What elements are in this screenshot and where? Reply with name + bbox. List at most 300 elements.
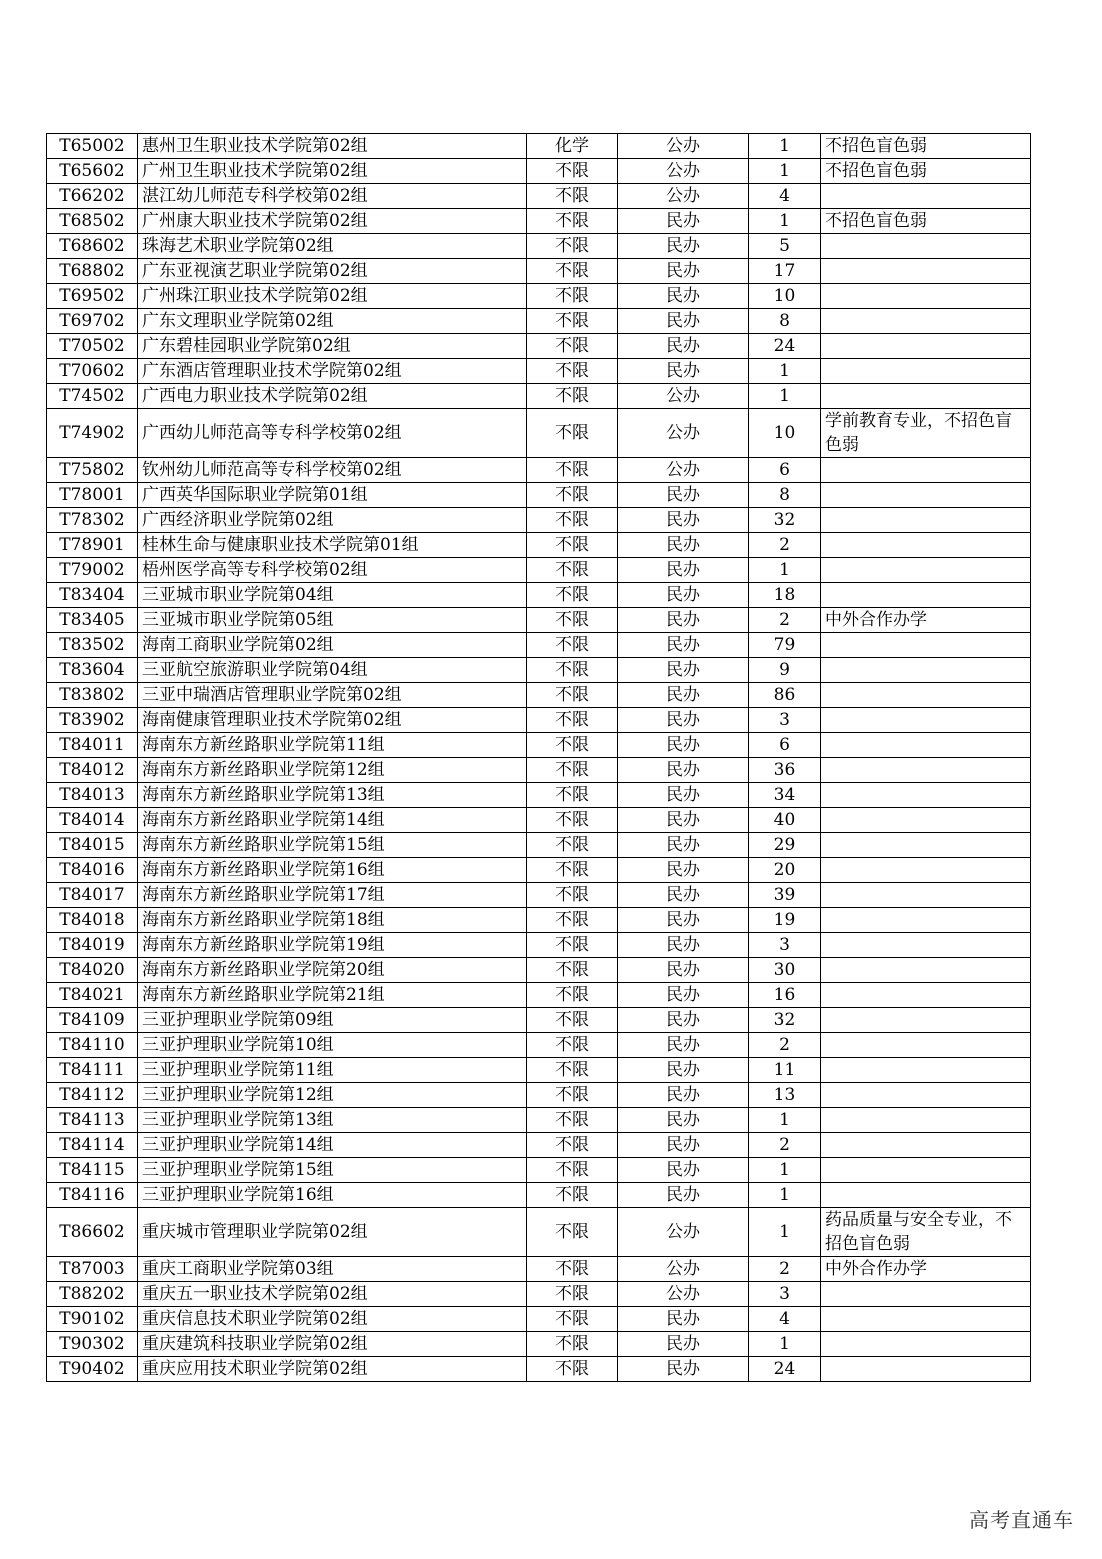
table-cell-type: 民办 — [618, 708, 749, 733]
table-cell-subject: 不限 — [527, 309, 618, 334]
table-cell-subject: 不限 — [527, 359, 618, 384]
table-cell-type: 民办 — [618, 1008, 749, 1033]
table-cell-count: 1 — [749, 1332, 821, 1357]
table-row — [47, 1083, 1031, 1108]
table-cell-count: 34 — [749, 783, 821, 808]
table-cell-code: T83405 — [47, 608, 138, 633]
table-cell-name: 广州珠江职业技术学院第02组 — [138, 284, 527, 309]
table-cell-subject: 不限 — [527, 1183, 618, 1208]
table-cell-type: 民办 — [618, 933, 749, 958]
table-cell-name: 三亚中瑞酒店管理职业学院第02组 — [138, 683, 527, 708]
table-cell-type: 民办 — [618, 983, 749, 1008]
table-row — [47, 159, 1031, 184]
table-cell-code: T69502 — [47, 284, 138, 309]
table-cell-code: T65002 — [47, 134, 138, 159]
table-cell-remark — [821, 983, 1031, 1008]
table-row — [47, 808, 1031, 833]
table-cell-subject: 不限 — [527, 883, 618, 908]
table-cell-code: T90402 — [47, 1357, 138, 1382]
table-cell-count: 9 — [749, 658, 821, 683]
table-cell-name: 海南东方新丝路职业学院第16组 — [138, 858, 527, 883]
table-body — [47, 134, 1031, 1382]
table-cell-count: 1 — [749, 1108, 821, 1133]
table-cell-type: 民办 — [618, 733, 749, 758]
table-cell-subject: 不限 — [527, 958, 618, 983]
table-cell-subject: 不限 — [527, 1033, 618, 1058]
table-cell-remark — [821, 1357, 1031, 1382]
table-row — [47, 483, 1031, 508]
table-cell-count: 10 — [749, 284, 821, 309]
table-cell-count: 40 — [749, 808, 821, 833]
table-cell-remark — [821, 508, 1031, 533]
table-cell-remark — [821, 858, 1031, 883]
table-cell-count: 79 — [749, 633, 821, 658]
table-cell-code: T84110 — [47, 1033, 138, 1058]
table-cell-remark: 不招色盲色弱 — [821, 159, 1031, 184]
table-row — [47, 983, 1031, 1008]
table-cell-type: 民办 — [618, 1058, 749, 1083]
table-row — [47, 858, 1031, 883]
table-cell-type: 民办 — [618, 783, 749, 808]
table-cell-count: 18 — [749, 583, 821, 608]
table-cell-remark — [821, 1183, 1031, 1208]
table-cell-count: 8 — [749, 483, 821, 508]
table-cell-code: T74502 — [47, 384, 138, 409]
table-cell-type: 民办 — [618, 908, 749, 933]
table-cell-code: T84014 — [47, 808, 138, 833]
table-cell-subject: 不限 — [527, 284, 618, 309]
table-cell-code: T83404 — [47, 583, 138, 608]
table-cell-name: 广州卫生职业技术学院第02组 — [138, 159, 527, 184]
table-cell-name: 海南健康管理职业技术学院第02组 — [138, 708, 527, 733]
table-cell-remark — [821, 583, 1031, 608]
table-cell-code: T87003 — [47, 1257, 138, 1282]
table-cell-remark: 药品质量与安全专业，不招色盲色弱 — [821, 1208, 1031, 1257]
table-cell-subject: 不限 — [527, 1307, 618, 1332]
table-cell-code: T78302 — [47, 508, 138, 533]
table-cell-subject: 不限 — [527, 658, 618, 683]
table-cell-count: 16 — [749, 983, 821, 1008]
table-cell-code: T84109 — [47, 1008, 138, 1033]
table-cell-code: T84020 — [47, 958, 138, 983]
table-cell-subject: 不限 — [527, 933, 618, 958]
table-cell-subject: 不限 — [527, 858, 618, 883]
table-cell-name: 三亚航空旅游职业学院第04组 — [138, 658, 527, 683]
table-cell-name: 三亚城市职业学院第04组 — [138, 583, 527, 608]
table-cell-count: 3 — [749, 1282, 821, 1307]
table-cell-count: 10 — [749, 409, 821, 458]
table-cell-type: 民办 — [618, 483, 749, 508]
table-cell-remark — [821, 658, 1031, 683]
table-cell-name: 海南工商职业学院第02组 — [138, 633, 527, 658]
table-cell-remark — [821, 733, 1031, 758]
table-cell-count: 1 — [749, 1208, 821, 1257]
table-cell-name: 桂林生命与健康职业技术学院第01组 — [138, 533, 527, 558]
table-cell-subject: 不限 — [527, 234, 618, 259]
table-cell-code: T79002 — [47, 558, 138, 583]
table-cell-name: 广东亚视演艺职业学院第02组 — [138, 259, 527, 284]
table-cell-code: T84017 — [47, 883, 138, 908]
table-cell-code: T84114 — [47, 1133, 138, 1158]
table-cell-code: T83902 — [47, 708, 138, 733]
table-cell-name: 广西英华国际职业学院第01组 — [138, 483, 527, 508]
table-row — [47, 933, 1031, 958]
table-row — [47, 633, 1031, 658]
table-cell-remark — [821, 833, 1031, 858]
table-cell-code: T86602 — [47, 1208, 138, 1257]
table-cell-subject: 不限 — [527, 209, 618, 234]
table-cell-name: 海南东方新丝路职业学院第21组 — [138, 983, 527, 1008]
table-row — [47, 284, 1031, 309]
table-cell-type: 公办 — [618, 384, 749, 409]
table-cell-remark — [821, 708, 1031, 733]
table-cell-remark — [821, 359, 1031, 384]
table-cell-type: 民办 — [618, 334, 749, 359]
table-row — [47, 134, 1031, 159]
table-cell-subject: 不限 — [527, 1083, 618, 1108]
table-cell-subject: 化学 — [527, 134, 618, 159]
table-cell-remark — [821, 783, 1031, 808]
table-row — [47, 334, 1031, 359]
table-cell-type: 民办 — [618, 558, 749, 583]
table-cell-name: 广州康大职业技术学院第02组 — [138, 209, 527, 234]
table-cell-count: 1 — [749, 159, 821, 184]
table-cell-type: 民办 — [618, 508, 749, 533]
table-cell-count: 1 — [749, 558, 821, 583]
table-cell-type: 公办 — [618, 1257, 749, 1282]
table-cell-subject: 不限 — [527, 983, 618, 1008]
table-row — [47, 1332, 1031, 1357]
table-cell-name: 海南东方新丝路职业学院第11组 — [138, 733, 527, 758]
table-cell-count: 24 — [749, 334, 821, 359]
table-cell-count: 2 — [749, 608, 821, 633]
table-cell-type: 公办 — [618, 159, 749, 184]
table-cell-remark — [821, 908, 1031, 933]
table-cell-remark — [821, 458, 1031, 483]
table-cell-name: 三亚护理职业学院第14组 — [138, 1133, 527, 1158]
table-cell-code: T84018 — [47, 908, 138, 933]
table-cell-name: 三亚护理职业学院第13组 — [138, 1108, 527, 1133]
table-cell-remark — [821, 384, 1031, 409]
table-cell-type: 民办 — [618, 533, 749, 558]
table-cell-type: 民办 — [618, 1108, 749, 1133]
table-cell-remark — [821, 958, 1031, 983]
table-cell-count: 29 — [749, 833, 821, 858]
table-cell-count: 1 — [749, 384, 821, 409]
table-row — [47, 558, 1031, 583]
table-cell-remark — [821, 758, 1031, 783]
table-cell-count: 6 — [749, 458, 821, 483]
table-cell-code: T88202 — [47, 1282, 138, 1307]
table-row — [47, 384, 1031, 409]
table-cell-type: 民办 — [618, 1033, 749, 1058]
table-cell-code: T90102 — [47, 1307, 138, 1332]
table-cell-type: 民办 — [618, 1357, 749, 1382]
table-cell-count: 20 — [749, 858, 821, 883]
table-cell-code: T68802 — [47, 259, 138, 284]
table-cell-name: 惠州卫生职业技术学院第02组 — [138, 134, 527, 159]
table-cell-remark — [821, 1033, 1031, 1058]
table-cell-type: 民办 — [618, 259, 749, 284]
table-cell-subject: 不限 — [527, 683, 618, 708]
table-cell-subject: 不限 — [527, 458, 618, 483]
table-row — [47, 758, 1031, 783]
table-cell-name: 海南东方新丝路职业学院第20组 — [138, 958, 527, 983]
table-cell-remark — [821, 234, 1031, 259]
table-cell-count: 1 — [749, 1183, 821, 1208]
table-cell-count: 2 — [749, 533, 821, 558]
table-cell-code: T83604 — [47, 658, 138, 683]
table-cell-name: 重庆工商职业学院第03组 — [138, 1257, 527, 1282]
table-cell-type: 民办 — [618, 883, 749, 908]
table-cell-subject: 不限 — [527, 558, 618, 583]
table-cell-type: 民办 — [618, 808, 749, 833]
table-cell-subject: 不限 — [527, 833, 618, 858]
table-cell-code: T84019 — [47, 933, 138, 958]
table-row — [47, 508, 1031, 533]
table-cell-type: 公办 — [618, 134, 749, 159]
table-row — [47, 1208, 1031, 1257]
table-cell-name: 重庆应用技术职业学院第02组 — [138, 1357, 527, 1382]
table-cell-code: T68602 — [47, 234, 138, 259]
table-cell-subject: 不限 — [527, 583, 618, 608]
table-row — [47, 1108, 1031, 1133]
table-cell-code: T84013 — [47, 783, 138, 808]
table-cell-remark — [821, 284, 1031, 309]
table-cell-code: T84015 — [47, 833, 138, 858]
table-cell-code: T84012 — [47, 758, 138, 783]
table-cell-type: 公办 — [618, 1282, 749, 1307]
table-cell-code: T74902 — [47, 409, 138, 458]
table-row — [47, 733, 1031, 758]
table-cell-remark — [821, 184, 1031, 209]
table-cell-subject: 不限 — [527, 1133, 618, 1158]
table-cell-name: 海南东方新丝路职业学院第12组 — [138, 758, 527, 783]
table-cell-remark: 不招色盲色弱 — [821, 134, 1031, 159]
table-cell-subject: 不限 — [527, 808, 618, 833]
table-cell-remark — [821, 533, 1031, 558]
table-cell-code: T84112 — [47, 1083, 138, 1108]
table-row — [47, 1307, 1031, 1332]
table-cell-name: 广西幼儿师范高等专科学校第02组 — [138, 409, 527, 458]
table-cell-type: 民办 — [618, 633, 749, 658]
table-cell-count: 2 — [749, 1133, 821, 1158]
table-cell-subject: 不限 — [527, 633, 618, 658]
table-cell-subject: 不限 — [527, 1008, 618, 1033]
table-cell-subject: 不限 — [527, 384, 618, 409]
table-cell-remark — [821, 1307, 1031, 1332]
table-row — [47, 359, 1031, 384]
table-row — [47, 1357, 1031, 1382]
table-row — [47, 458, 1031, 483]
table-cell-count: 32 — [749, 508, 821, 533]
table-cell-code: T75802 — [47, 458, 138, 483]
table-cell-count: 1 — [749, 209, 821, 234]
table-cell-code: T83802 — [47, 683, 138, 708]
table-cell-type: 民办 — [618, 608, 749, 633]
table-cell-subject: 不限 — [527, 1332, 618, 1357]
table-cell-subject: 不限 — [527, 1208, 618, 1257]
table-row — [47, 309, 1031, 334]
table-cell-name: 广东酒店管理职业技术学院第02组 — [138, 359, 527, 384]
table-cell-type: 民办 — [618, 583, 749, 608]
table-cell-name: 三亚城市职业学院第05组 — [138, 608, 527, 633]
table-row — [47, 683, 1031, 708]
table-cell-count: 17 — [749, 259, 821, 284]
table-cell-subject: 不限 — [527, 783, 618, 808]
table-cell-name: 三亚护理职业学院第15组 — [138, 1158, 527, 1183]
table-cell-name: 广西经济职业学院第02组 — [138, 508, 527, 533]
table-cell-remark — [821, 1282, 1031, 1307]
table-cell-remark — [821, 309, 1031, 334]
table-cell-name: 重庆城市管理职业学院第02组 — [138, 1208, 527, 1257]
table-row — [47, 583, 1031, 608]
table-cell-subject: 不限 — [527, 1158, 618, 1183]
table-cell-subject: 不限 — [527, 1058, 618, 1083]
table-cell-name: 梧州医学高等专科学校第02组 — [138, 558, 527, 583]
table-cell-remark — [821, 1083, 1031, 1108]
table-cell-name: 海南东方新丝路职业学院第14组 — [138, 808, 527, 833]
table-cell-type: 民办 — [618, 359, 749, 384]
table-cell-subject: 不限 — [527, 708, 618, 733]
table-cell-type: 公办 — [618, 458, 749, 483]
table-cell-code: T78901 — [47, 533, 138, 558]
admission-table — [46, 133, 1031, 1382]
table-cell-type: 民办 — [618, 1133, 749, 1158]
table-cell-code: T84111 — [47, 1058, 138, 1083]
table-row — [47, 608, 1031, 633]
table-cell-type: 民办 — [618, 309, 749, 334]
table-cell-count: 1 — [749, 134, 821, 159]
table-row — [47, 209, 1031, 234]
table-cell-count: 4 — [749, 184, 821, 209]
table-cell-name: 三亚护理职业学院第09组 — [138, 1008, 527, 1033]
table-cell-type: 民办 — [618, 658, 749, 683]
table-cell-remark — [821, 1133, 1031, 1158]
table-cell-name: 海南东方新丝路职业学院第17组 — [138, 883, 527, 908]
table-cell-type: 民办 — [618, 833, 749, 858]
table-cell-code: T84021 — [47, 983, 138, 1008]
table-cell-subject: 不限 — [527, 508, 618, 533]
table-cell-type: 民办 — [618, 1158, 749, 1183]
table-cell-name: 广西电力职业技术学院第02组 — [138, 384, 527, 409]
watermark: 高考直通车 — [969, 1508, 1074, 1532]
table-cell-code: T84113 — [47, 1108, 138, 1133]
table-cell-code: T84115 — [47, 1158, 138, 1183]
table-cell-remark — [821, 259, 1031, 284]
table-cell-count: 1 — [749, 1158, 821, 1183]
table-cell-code: T78001 — [47, 483, 138, 508]
table-cell-remark: 中外合作办学 — [821, 608, 1031, 633]
table-cell-name: 海南东方新丝路职业学院第19组 — [138, 933, 527, 958]
table-cell-type: 民办 — [618, 1307, 749, 1332]
table-cell-type: 民办 — [618, 1183, 749, 1208]
table-cell-code: T70602 — [47, 359, 138, 384]
table-cell-name: 广东文理职业学院第02组 — [138, 309, 527, 334]
table-cell-subject: 不限 — [527, 1357, 618, 1382]
table-cell-type: 民办 — [618, 234, 749, 259]
table-cell-count: 3 — [749, 933, 821, 958]
table-row — [47, 1257, 1031, 1282]
table-cell-subject: 不限 — [527, 1282, 618, 1307]
table-cell-remark: 学前教育专业，不招色盲色弱 — [821, 409, 1031, 458]
table-cell-type: 民办 — [618, 1332, 749, 1357]
table-cell-count: 11 — [749, 1058, 821, 1083]
table-cell-count: 6 — [749, 733, 821, 758]
table-cell-count: 24 — [749, 1357, 821, 1382]
table-cell-type: 民办 — [618, 1083, 749, 1108]
table-cell-name: 三亚护理职业学院第16组 — [138, 1183, 527, 1208]
table-cell-name: 海南东方新丝路职业学院第13组 — [138, 783, 527, 808]
table-cell-type: 公办 — [618, 1208, 749, 1257]
table-cell-count: 3 — [749, 708, 821, 733]
table-cell-remark — [821, 633, 1031, 658]
table-cell-name: 重庆五一职业技术学院第02组 — [138, 1282, 527, 1307]
table-cell-code: T90302 — [47, 1332, 138, 1357]
table-cell-name: 海南东方新丝路职业学院第18组 — [138, 908, 527, 933]
table-cell-remark — [821, 683, 1031, 708]
table-row — [47, 1282, 1031, 1307]
table-cell-code: T84016 — [47, 858, 138, 883]
table-cell-count: 1 — [749, 359, 821, 384]
table-cell-remark — [821, 558, 1031, 583]
table-cell-remark: 中外合作办学 — [821, 1257, 1031, 1282]
table-cell-type: 民办 — [618, 683, 749, 708]
table-row — [47, 883, 1031, 908]
table-cell-count: 2 — [749, 1033, 821, 1058]
table-cell-count: 39 — [749, 883, 821, 908]
table-cell-count: 32 — [749, 1008, 821, 1033]
table-cell-remark — [821, 1158, 1031, 1183]
table-cell-remark — [821, 933, 1031, 958]
table-cell-subject: 不限 — [527, 334, 618, 359]
table-cell-name: 湛江幼儿师范专科学校第02组 — [138, 184, 527, 209]
table-cell-code: T83502 — [47, 633, 138, 658]
table-cell-type: 民办 — [618, 284, 749, 309]
table-cell-remark — [821, 1008, 1031, 1033]
table-cell-subject: 不限 — [527, 908, 618, 933]
table-cell-subject: 不限 — [527, 159, 618, 184]
table-cell-name: 三亚护理职业学院第11组 — [138, 1058, 527, 1083]
table-cell-subject: 不限 — [527, 733, 618, 758]
table-cell-name: 重庆建筑科技职业学院第02组 — [138, 1332, 527, 1357]
table-cell-type: 公办 — [618, 409, 749, 458]
table-cell-count: 4 — [749, 1307, 821, 1332]
table-cell-subject: 不限 — [527, 533, 618, 558]
table-cell-subject: 不限 — [527, 1108, 618, 1133]
table-row — [47, 1183, 1031, 1208]
table-cell-remark — [821, 1058, 1031, 1083]
table-cell-count: 5 — [749, 234, 821, 259]
table-row — [47, 1133, 1031, 1158]
table-row — [47, 234, 1031, 259]
table-cell-count: 36 — [749, 758, 821, 783]
table-cell-count: 13 — [749, 1083, 821, 1108]
table-cell-count: 2 — [749, 1257, 821, 1282]
table-cell-remark — [821, 483, 1031, 508]
table-cell-subject: 不限 — [527, 758, 618, 783]
table-cell-type: 民办 — [618, 858, 749, 883]
table-cell-subject: 不限 — [527, 259, 618, 284]
table-row — [47, 409, 1031, 458]
table-cell-type: 公办 — [618, 184, 749, 209]
table-cell-type: 民办 — [618, 758, 749, 783]
table-cell-code: T65602 — [47, 159, 138, 184]
table-row — [47, 1033, 1031, 1058]
table-cell-name: 海南东方新丝路职业学院第15组 — [138, 833, 527, 858]
table-cell-remark — [821, 808, 1031, 833]
table-cell-remark — [821, 334, 1031, 359]
